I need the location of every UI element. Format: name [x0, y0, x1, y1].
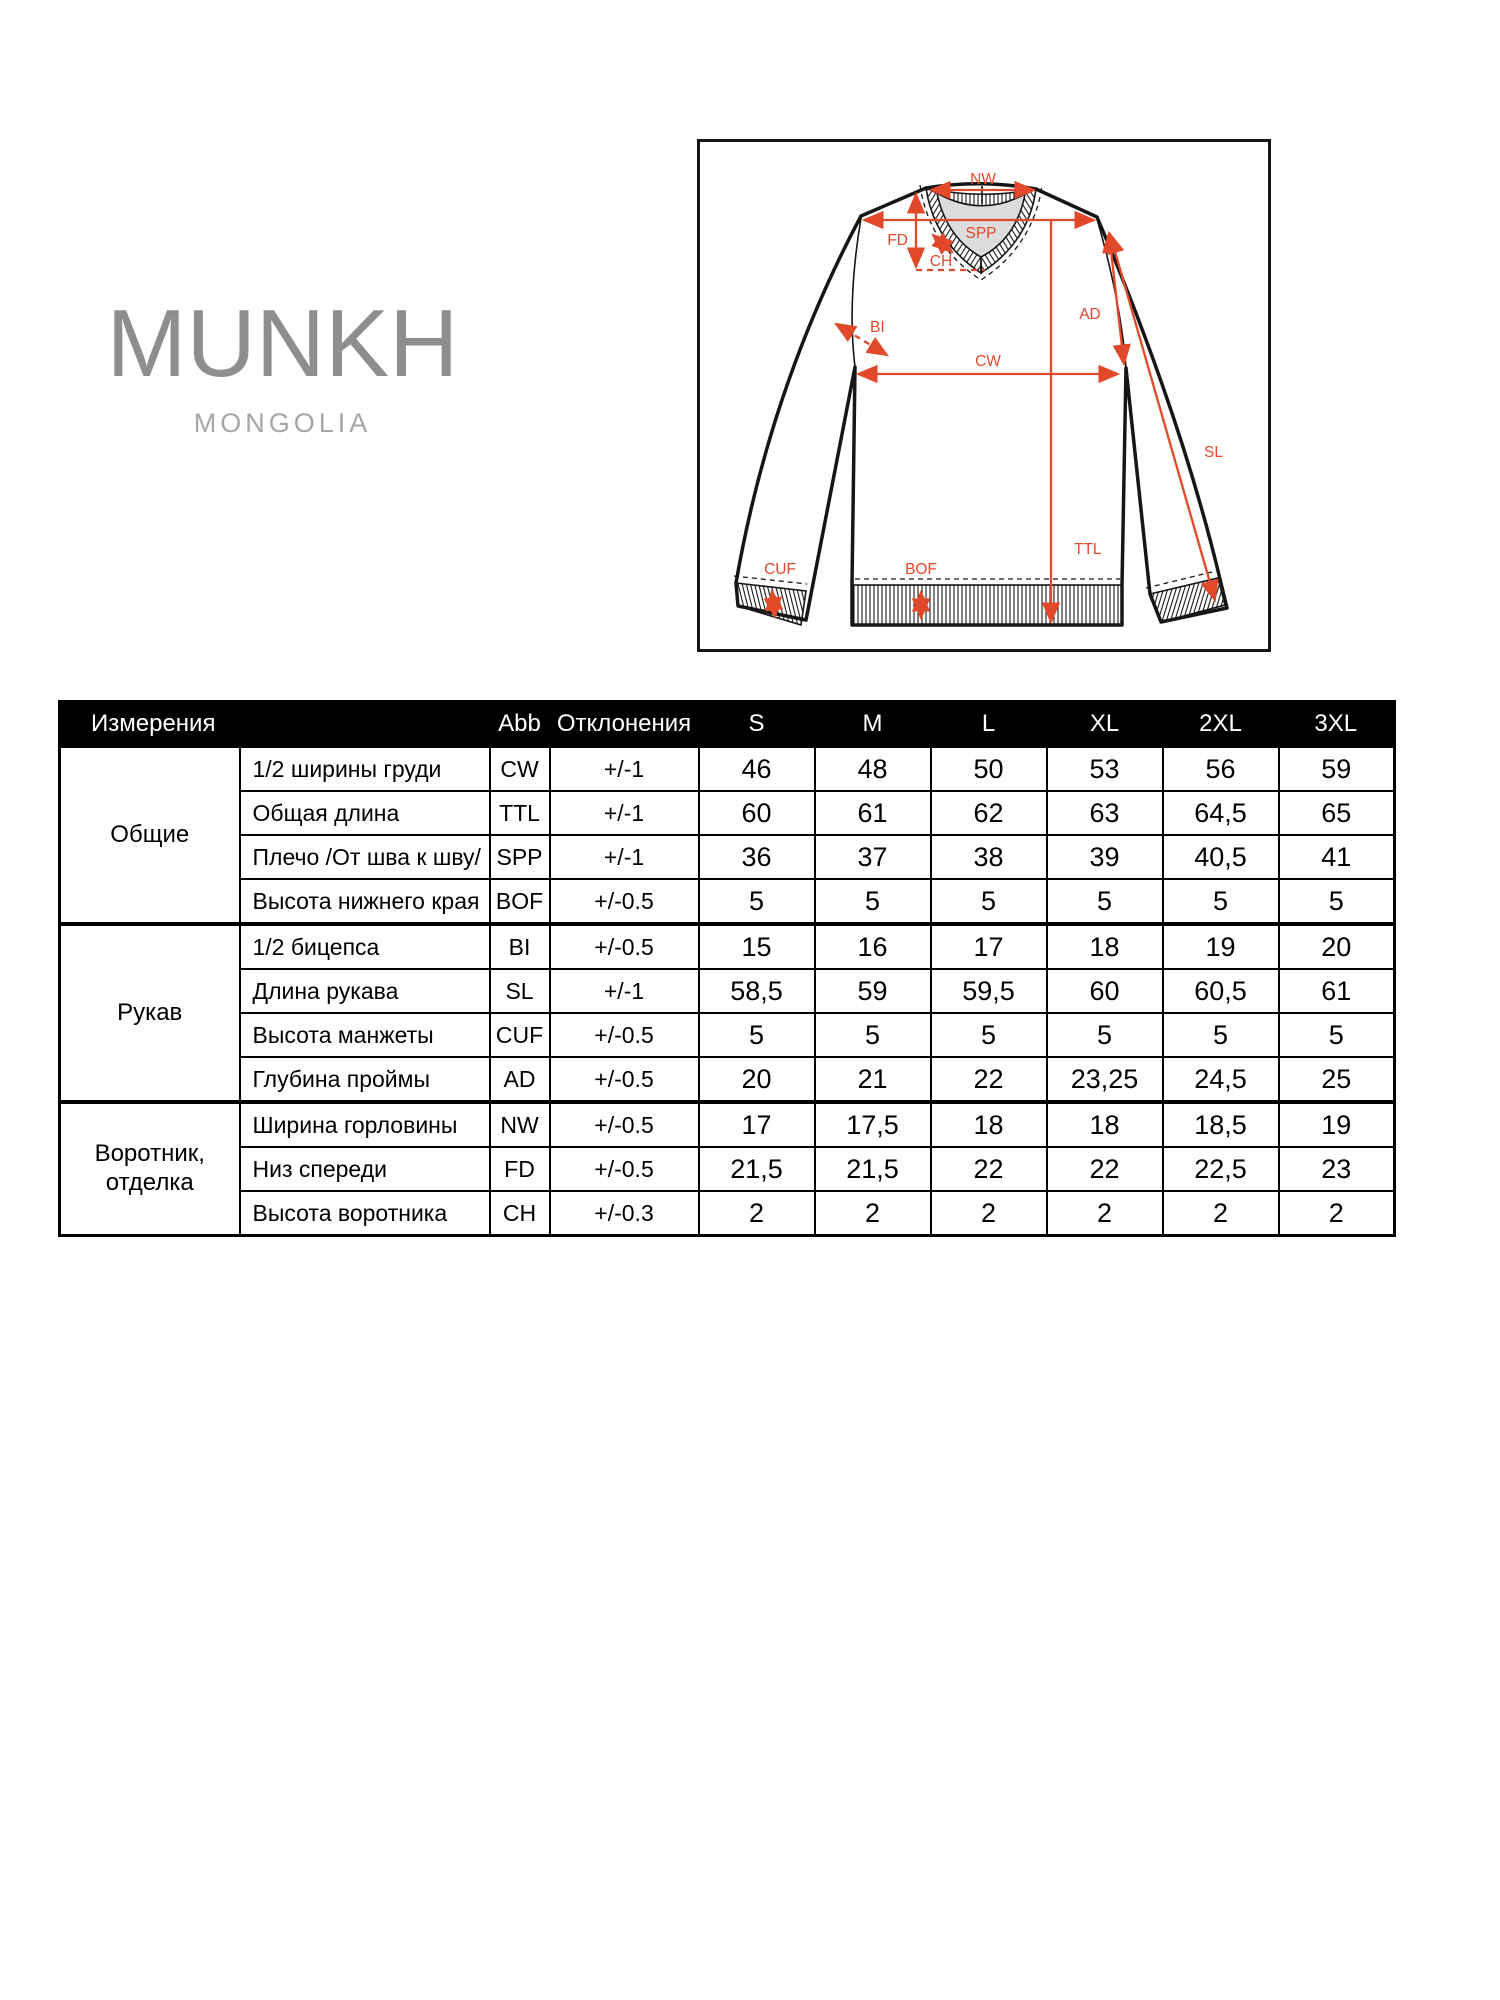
table-row [60, 1191, 1395, 1236]
size-value-cell: 5 [699, 879, 815, 924]
size-value-cell: 5 [699, 1013, 815, 1057]
deviation-cell: +/-0.5 [550, 1147, 699, 1191]
size-value-cell: 2 [815, 1191, 931, 1236]
deviation-cell: +/-1 [550, 969, 699, 1013]
size-value-cell: 61 [1279, 969, 1395, 1013]
table-row [60, 1147, 1395, 1191]
size-value-cell: 19 [1163, 924, 1279, 969]
size-value-cell: 62 [931, 791, 1047, 835]
size-value-cell: 5 [815, 1013, 931, 1057]
deviation-cell: +/-0.5 [550, 1102, 699, 1147]
size-value-cell: 17,5 [815, 1102, 931, 1147]
bof-label: BOF [905, 561, 937, 578]
table-row [60, 1057, 1395, 1102]
size-value-cell: 17 [931, 924, 1047, 969]
hem-rib [852, 585, 1122, 625]
fd-label: FD [887, 232, 908, 249]
size-value-cell: 39 [1047, 835, 1163, 879]
brand-name: MUNKH [106, 290, 459, 397]
sweater-drawing [700, 142, 1268, 649]
size-value-cell: 5 [1279, 1013, 1395, 1057]
brand-subtitle: MONGOLIA [193, 408, 372, 438]
size-value-cell: 18 [931, 1102, 1047, 1147]
group-cell: Общие [60, 746, 240, 924]
ttl-label: TTL [1074, 541, 1102, 558]
size-value-cell: 60,5 [1163, 969, 1279, 1013]
size-value-cell: 22 [1047, 1147, 1163, 1191]
table-row [60, 791, 1395, 835]
table-row [60, 1102, 1395, 1147]
abbreviation-cell: CH [490, 1191, 550, 1236]
header-size-2xl: 2XL [1163, 702, 1279, 747]
abbreviation-cell: NW [490, 1102, 550, 1147]
size-value-cell: 46 [699, 746, 815, 791]
nw-label: NW [970, 171, 996, 188]
table-row [60, 924, 1395, 969]
size-value-cell: 65 [1279, 791, 1395, 835]
cuf-label: CUF [764, 561, 796, 578]
sweater-measurement-diagram [697, 139, 1271, 652]
size-table-body [60, 746, 1395, 1236]
size-value-cell: 5 [1279, 879, 1395, 924]
header-size-xl: XL [1047, 702, 1163, 747]
size-value-cell: 59 [815, 969, 931, 1013]
size-value-cell: 5 [931, 1013, 1047, 1057]
size-value-cell: 48 [815, 746, 931, 791]
spp-label: SPP [965, 225, 997, 242]
size-value-cell: 15 [699, 924, 815, 969]
size-value-cell: 17 [699, 1102, 815, 1147]
sl-label: SL [1204, 444, 1223, 461]
size-value-cell: 38 [931, 835, 1047, 879]
size-value-cell: 59 [1279, 746, 1395, 791]
size-value-cell: 40,5 [1163, 835, 1279, 879]
size-value-cell: 58,5 [699, 969, 815, 1013]
measurement-name-cell: Высота воротника [240, 1191, 490, 1236]
abbreviation-cell: SL [490, 969, 550, 1013]
size-value-cell: 5 [1163, 1013, 1279, 1057]
size-value-cell: 5 [815, 879, 931, 924]
table-row [60, 746, 1395, 791]
abbreviation-cell: AD [490, 1057, 550, 1102]
cw-label: CW [975, 353, 1001, 370]
deviation-cell: +/-0.5 [550, 879, 699, 924]
measurement-name-cell: Высота манжеты [240, 1013, 490, 1057]
size-value-cell: 36 [699, 835, 815, 879]
header-measurements: Измерения [60, 702, 490, 747]
size-value-cell: 59,5 [931, 969, 1047, 1013]
measurement-name-cell: Длина рукава [240, 969, 490, 1013]
size-value-cell: 2 [1279, 1191, 1395, 1236]
size-value-cell: 2 [1163, 1191, 1279, 1236]
header-size-l: L [931, 702, 1047, 747]
size-value-cell: 22 [931, 1057, 1047, 1102]
table-row [60, 879, 1395, 924]
size-value-cell: 24,5 [1163, 1057, 1279, 1102]
size-value-cell: 21 [815, 1057, 931, 1102]
deviation-cell: +/-0.5 [550, 924, 699, 969]
size-value-cell: 53 [1047, 746, 1163, 791]
measurement-name-cell: 1/2 ширины груди [240, 746, 490, 791]
group-cell: Воротник, отделка [60, 1102, 240, 1236]
measurement-name-cell: Глубина проймы [240, 1057, 490, 1102]
header-size-m: M [815, 702, 931, 747]
deviation-cell: +/-0.5 [550, 1013, 699, 1057]
size-value-cell: 20 [699, 1057, 815, 1102]
group-cell: Рукав [60, 924, 240, 1102]
size-value-cell: 60 [699, 791, 815, 835]
measurement-name-cell: Низ спереди [240, 1147, 490, 1191]
size-value-cell: 5 [931, 879, 1047, 924]
size-value-cell: 19 [1279, 1102, 1395, 1147]
size-value-cell: 61 [815, 791, 931, 835]
size-value-cell: 25 [1279, 1057, 1395, 1102]
size-value-cell: 18,5 [1163, 1102, 1279, 1147]
size-value-cell: 22 [931, 1147, 1047, 1191]
size-value-cell: 5 [1163, 879, 1279, 924]
header-deviation: Отклонения [550, 702, 699, 747]
table-row [60, 835, 1395, 879]
abbreviation-cell: TTL [490, 791, 550, 835]
size-value-cell: 5 [1047, 879, 1163, 924]
table-row [60, 969, 1395, 1013]
deviation-cell: +/-0.5 [550, 1057, 699, 1102]
size-value-cell: 2 [1047, 1191, 1163, 1236]
abbreviation-cell: SPP [490, 835, 550, 879]
size-value-cell: 5 [1047, 1013, 1163, 1057]
ad-label: AD [1079, 306, 1101, 323]
ch-label: CH [929, 253, 953, 270]
measurement-name-cell: Ширина горловины [240, 1102, 490, 1147]
size-value-cell: 22,5 [1163, 1147, 1279, 1191]
size-value-cell: 50 [931, 746, 1047, 791]
size-value-cell: 18 [1047, 924, 1163, 969]
measurement-name-cell: Общая длина [240, 791, 490, 835]
abbreviation-cell: BI [490, 924, 550, 969]
size-value-cell: 21,5 [815, 1147, 931, 1191]
size-value-cell: 2 [931, 1191, 1047, 1236]
abbreviation-cell: BOF [490, 879, 550, 924]
size-value-cell: 63 [1047, 791, 1163, 835]
bi-label: BI [870, 319, 885, 336]
size-table [58, 700, 1396, 1237]
abbreviation-cell: CUF [490, 1013, 550, 1057]
size-value-cell: 56 [1163, 746, 1279, 791]
measurement-name-cell: Плечо /От шва к шву/ [240, 835, 490, 879]
size-value-cell: 18 [1047, 1102, 1163, 1147]
size-value-cell: 16 [815, 924, 931, 969]
size-value-cell: 23,25 [1047, 1057, 1163, 1102]
size-value-cell: 60 [1047, 969, 1163, 1013]
size-value-cell: 20 [1279, 924, 1395, 969]
left-cuff-rib [736, 583, 806, 625]
size-value-cell: 23 [1279, 1147, 1395, 1191]
size-value-cell: 64,5 [1163, 791, 1279, 835]
abbreviation-cell: FD [490, 1147, 550, 1191]
size-value-cell: 41 [1279, 835, 1395, 879]
brand-logo [85, 290, 480, 438]
header-size-s: S [699, 702, 815, 747]
size-value-cell: 21,5 [699, 1147, 815, 1191]
header-size-3xl: 3XL [1279, 702, 1395, 747]
abbreviation-cell: CW [490, 746, 550, 791]
table-row [60, 1013, 1395, 1057]
deviation-cell: +/-0.3 [550, 1191, 699, 1236]
size-value-cell: 37 [815, 835, 931, 879]
measurement-name-cell: Высота нижнего края [240, 879, 490, 924]
size-value-cell: 2 [699, 1191, 815, 1236]
table-header-row [60, 702, 1395, 747]
header-abb: Abb [490, 702, 550, 747]
measurement-name-cell: 1/2 бицепса [240, 924, 490, 969]
deviation-cell: +/-1 [550, 746, 699, 791]
deviation-cell: +/-1 [550, 835, 699, 879]
deviation-cell: +/-1 [550, 791, 699, 835]
